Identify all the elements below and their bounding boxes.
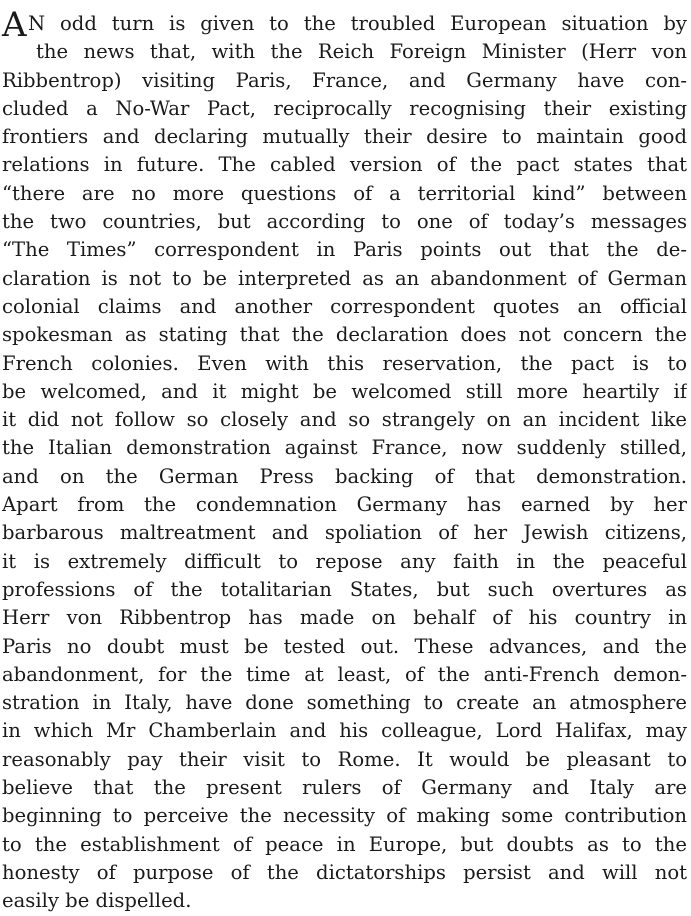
article-line-11: colonial claims and another correspondent quotes an official [2,294,687,318]
article-line-7: “there are no more questions of a territorial kind” between [2,181,687,205]
article-line-5: frontiers and declaring mutually their desire to maintain good [2,125,687,149]
article-line-10: claration is not to be interpreted as an abandonment of German [2,266,687,290]
article-line-21: professions of the totalitarian States, but such overtures as [2,577,687,601]
article-body [2,5,687,916]
article-line-19: barbarous maltreatment and spoliation of her Jewish citizens, [2,521,687,545]
article-line-31: honesty of purpose of the dictatorships persist and will not [2,860,687,884]
article-line-28: believe that the present rulers of Germany and Italy are [2,776,687,800]
article-line-6: relations in future. The cabled version of the pact states that [2,153,687,177]
article-line-25: stration in Italy, have done something to create an atmosphere [2,691,687,715]
article-line-3: Ribbentrop) visiting Paris, France, and Germany have con- [2,68,687,92]
article-line-26: in which Mr Chamberlain and his colleague, Lord Halifax, may [2,719,687,743]
article-line-18: Apart from the condemnation Germany has earned by her [2,493,687,517]
drop-cap-letter: A [2,5,27,45]
article-line-4: cluded a No-War Pact, reciprocally recognising their existing [2,96,687,120]
article-line-29: beginning to perceive the necessity of making some contribution [2,804,687,828]
article-line-16: the Italian demonstration against France, now suddenly stilled, [2,436,687,460]
article-line-32: easily be dispelled. [2,889,192,913]
article-line-13: French colonies. Even with this reservation, the pact is to [2,351,687,375]
article-line-30: to the establishment of peace in Europe, but doubts as to the [2,832,687,856]
article-line-9: “The Times” correspondent in Paris points out that the de- [2,238,687,262]
article-line-27: reasonably pay their visit to Rome. It would be pleasant to [2,747,687,771]
article-line-14: be welcomed, and it might be welcomed still more heartily if [2,379,687,403]
article-line-8: the two countries, but according to one of today’s messages [2,210,687,234]
article-line-1: N odd turn is given to the troubled European situation by [28,12,687,35]
article-line-12: spokesman as stating that the declaration does not concern the [2,323,687,347]
article-line-22: Herr von Ribbentrop has made on behalf of his country in [2,606,687,630]
article-line-23: Paris no doubt must be tested out. These advances, and the [2,634,687,658]
article-line-24: abandonment, for the time at least, of the anti-French demon- [2,662,687,686]
article-line-20: it is extremely difficult to repose any faith in the peaceful [2,549,687,573]
article-line-15: it did not follow so closely and so strangely on an incident like [2,408,687,432]
article-line-17: and on the German Press backing of that demonstration. [2,464,687,488]
article-line-2: the news that, with the Reich Foreign Minister (Herr von [36,40,687,64]
